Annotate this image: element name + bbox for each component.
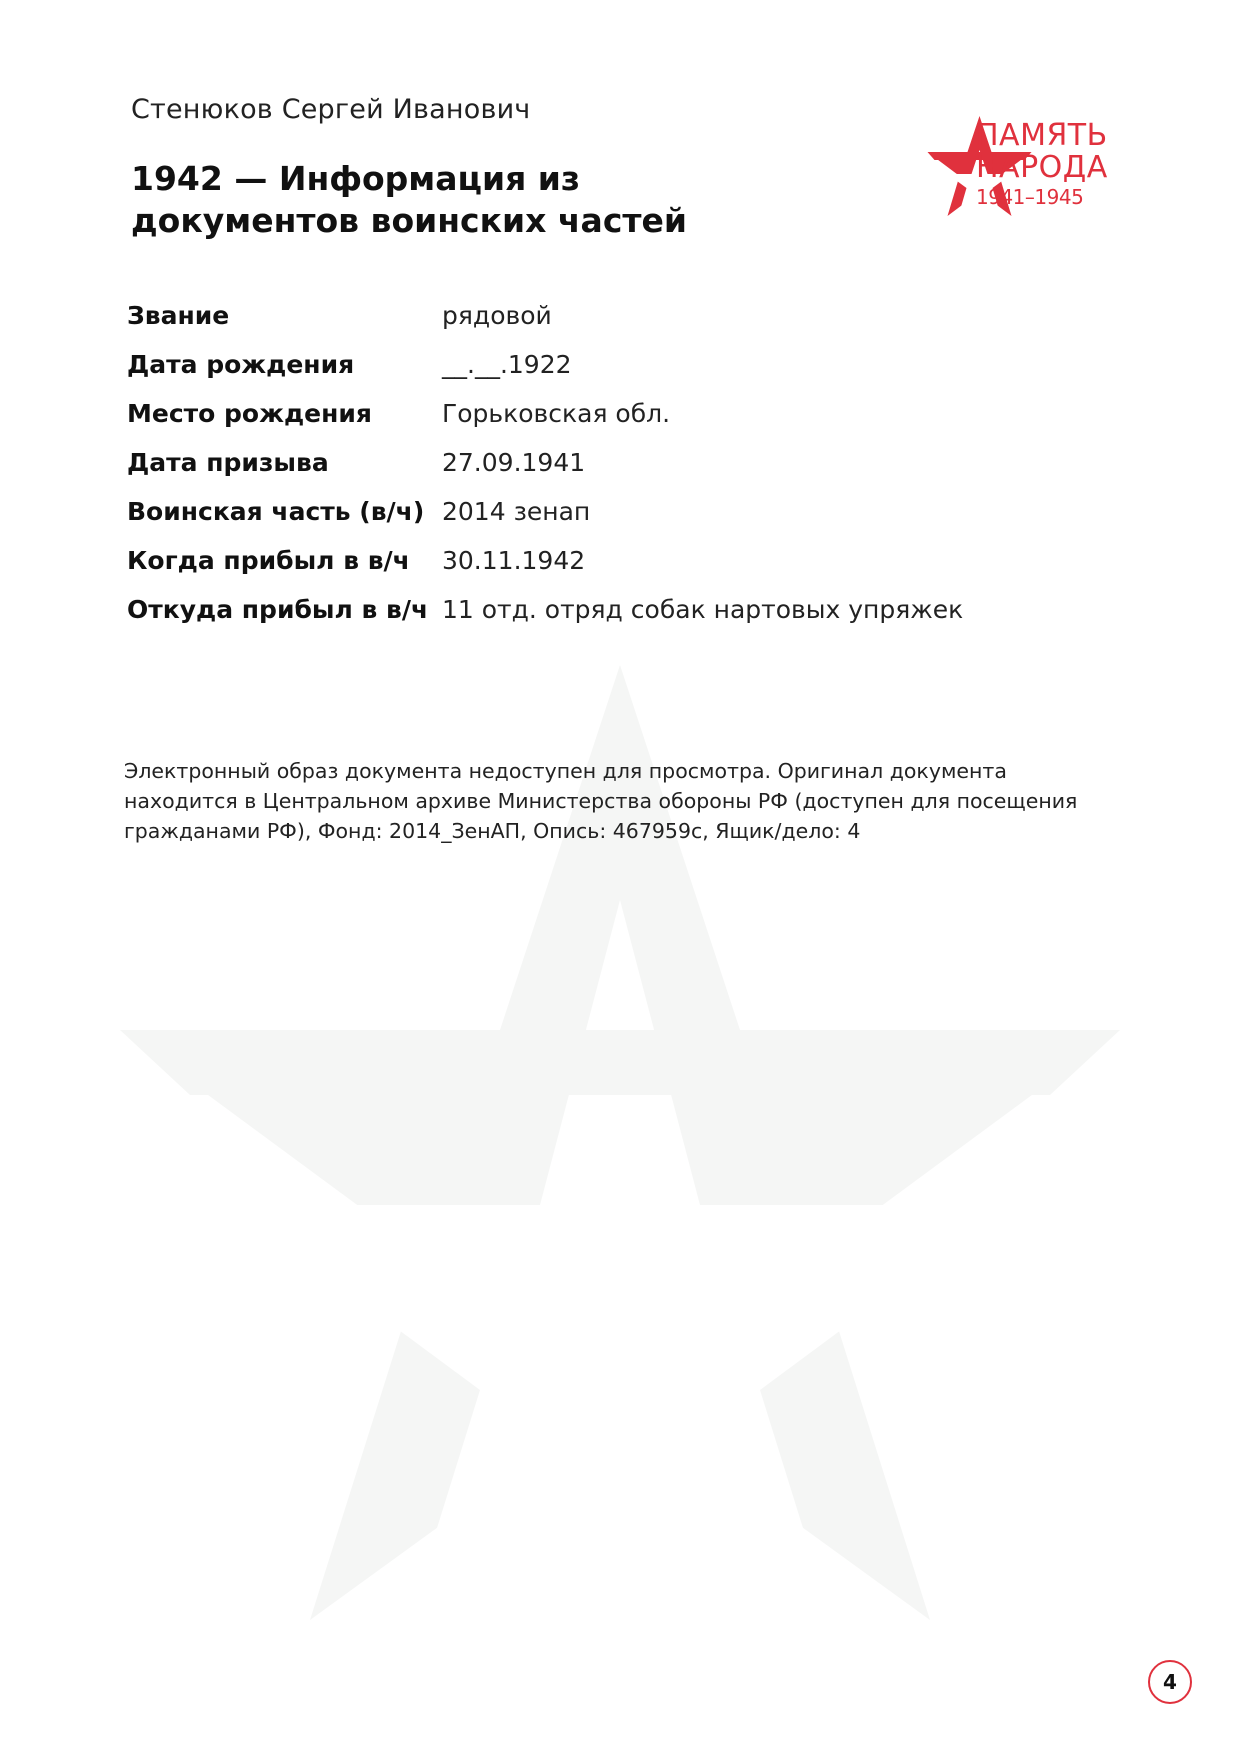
field-row-arrived-from: [127, 594, 1127, 626]
field-label: Дата призыва: [127, 448, 329, 477]
field-label: Когда прибыл в в/ч: [127, 546, 410, 575]
field-row-birth-date: [127, 349, 1127, 381]
field-value: рядовой: [442, 301, 552, 330]
field-row-draft-date: [127, 447, 1127, 479]
field-label: Место рождения: [127, 399, 372, 428]
field-value: 27.09.1941: [442, 448, 586, 477]
field-value: 2014 зенап: [442, 497, 591, 526]
field-label: Дата рождения: [127, 350, 355, 379]
document-title: 1942 — Информация из документов воинских частей: [131, 159, 688, 240]
field-label: Воинская часть (в/ч): [127, 497, 425, 526]
field-value: Горьковская обл.: [442, 399, 671, 428]
field-label: Откуда прибыл в в/ч: [127, 595, 429, 624]
logo-line-2: НАРОДА: [976, 150, 1108, 185]
page-number: 4: [1148, 1660, 1192, 1704]
field-value: 30.11.1942: [442, 546, 586, 575]
field-row-arrival-date: [127, 545, 1127, 577]
field-row-rank: [127, 300, 1127, 332]
logo-years: 1941–1945: [976, 185, 1084, 209]
archive-note: Электронный образ документа недоступен для просмотра. Оригинал документа находится в Центральном архиве Министерства обороны РФ (доступен для посещения гражданами РФ), Фонд: 2014_ЗенАП, Опись: 467959с, Ящик/дело: 4: [124, 759, 1078, 843]
field-row-birth-place: [127, 398, 1127, 430]
field-row-military-unit: [127, 496, 1127, 528]
person-name: Стенюков Сергей Иванович: [131, 94, 531, 125]
field-value: __.__.1922: [442, 350, 572, 379]
field-value: 11 отд. отряд собак нартовых упряжек: [442, 595, 964, 624]
logo-line-1: ПАМЯТЬ: [976, 118, 1108, 153]
field-label: Звание: [127, 301, 230, 330]
info-fields: [127, 300, 1127, 643]
logo-wordmark: [976, 120, 1108, 210]
